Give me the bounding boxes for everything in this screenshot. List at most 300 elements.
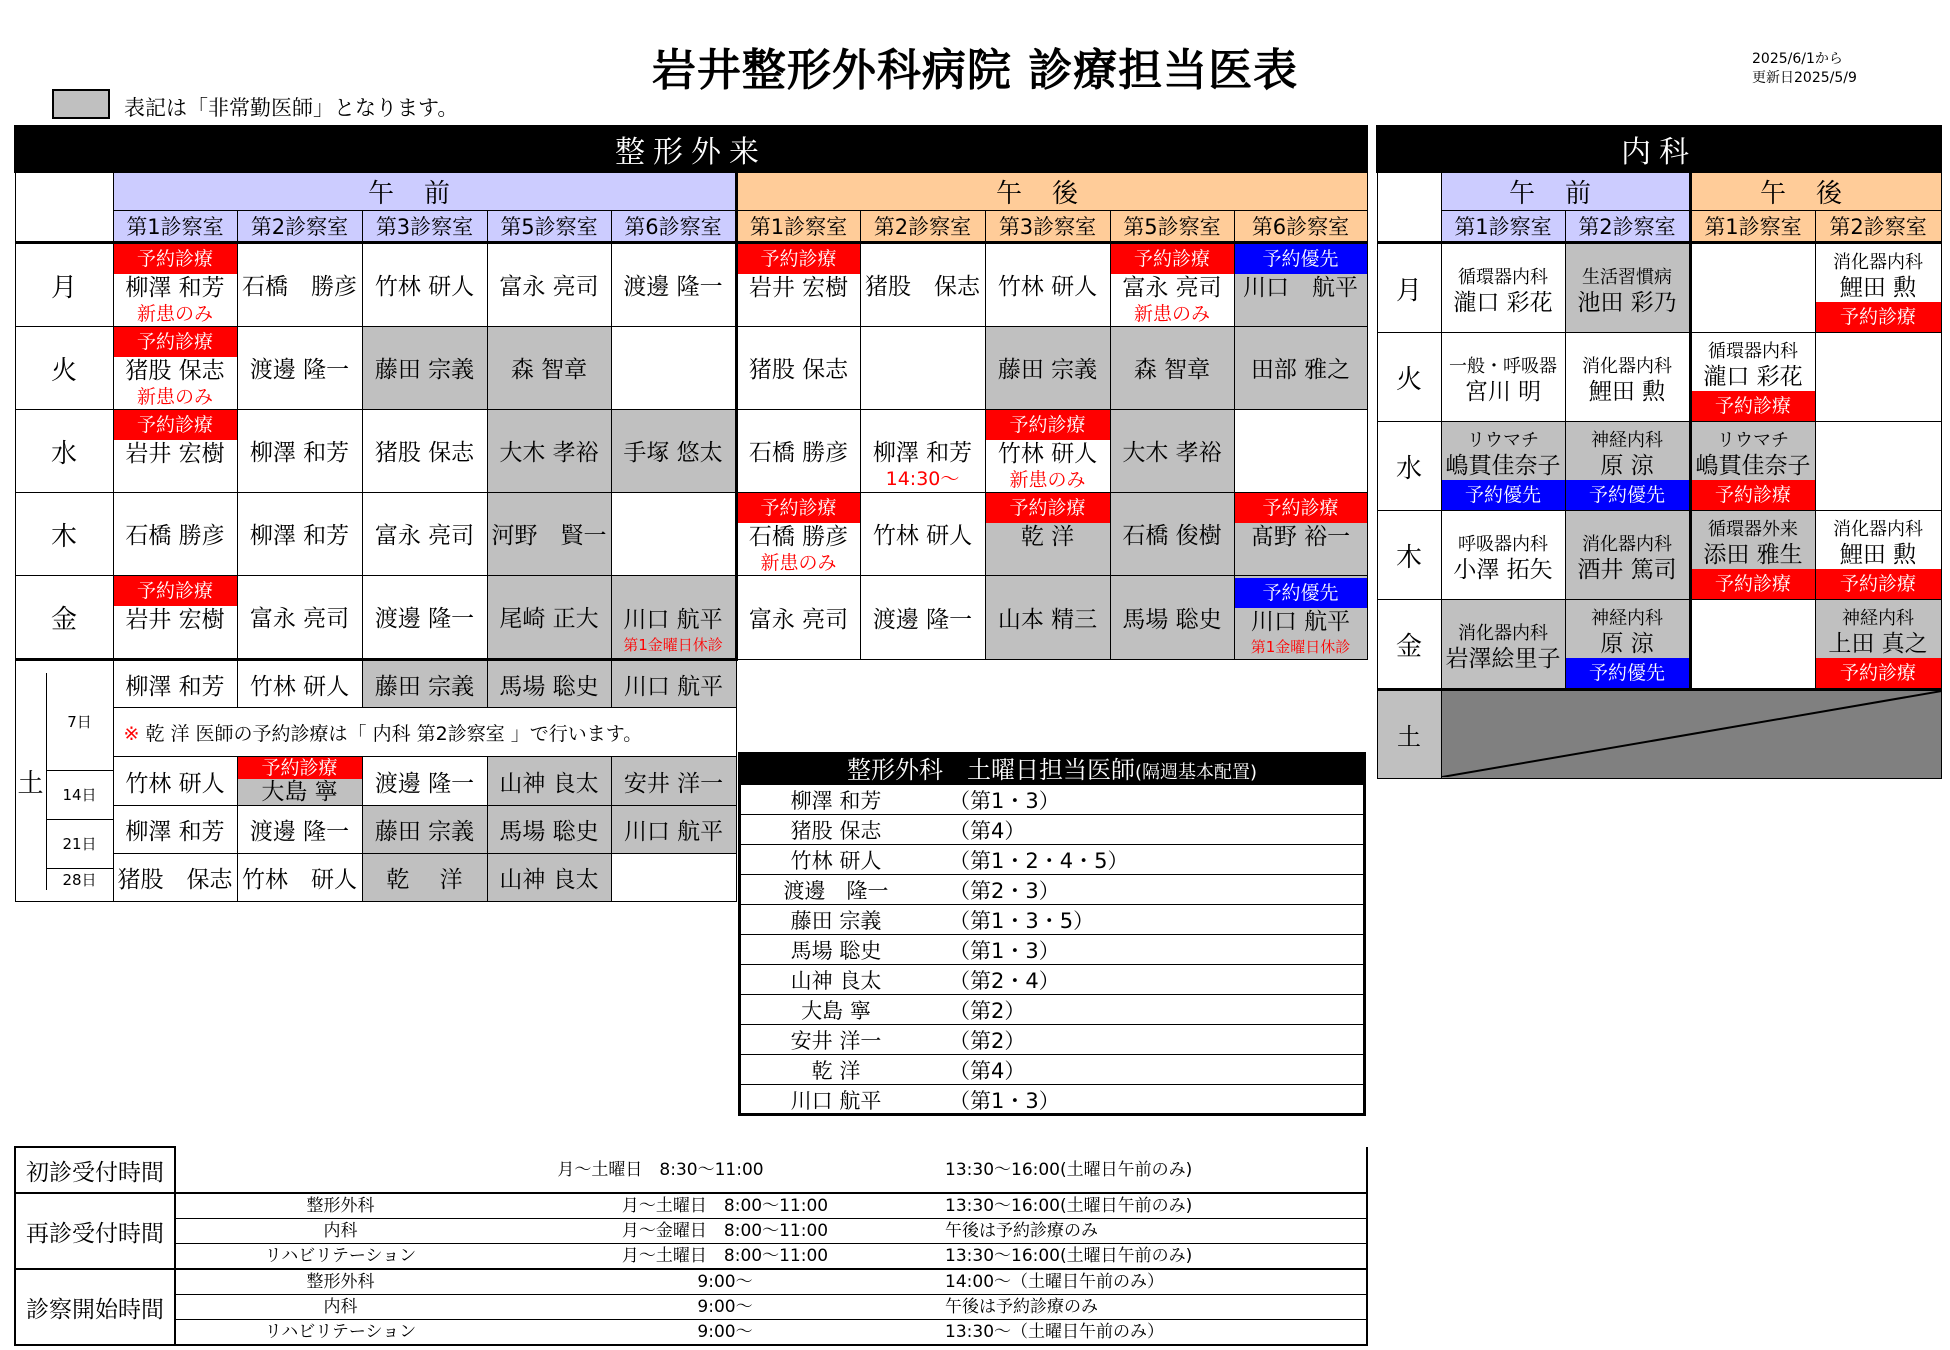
schedule-cell <box>237 806 362 854</box>
schedule-cell <box>860 327 985 410</box>
weekday-label: 火 <box>15 327 113 410</box>
doctor-name: 渡邊 隆一 <box>783 878 889 903</box>
schedule-cell <box>736 576 860 660</box>
schedule-cell <box>611 327 736 410</box>
saturday-label: 土 <box>1377 690 1441 779</box>
saturday-note: ※ 乾 洋 医師の予約診療は「 内科 第2診察室 」で行います。 <box>113 708 736 757</box>
department-label: 神経内科 <box>1591 430 1663 451</box>
appointment-tag: 予約優先 <box>1235 244 1367 274</box>
doctor-name: 石橋 勝彦 <box>748 524 849 550</box>
weekday-label: 木 <box>1377 511 1441 600</box>
department-label: 消化器内科 <box>1833 252 1924 273</box>
doctor-name: 藤田 宗義 <box>997 357 1098 383</box>
schedule-cell <box>1110 327 1234 410</box>
revisit-am: 月～土曜日 8:00～11:00 <box>505 1193 945 1219</box>
doctor-name: 馬場 聡史 <box>790 938 882 963</box>
corner-cell <box>1377 172 1441 243</box>
doctor-name: 柳澤 和芳 <box>790 788 882 813</box>
doctor-name <box>612 356 735 384</box>
schedule-cell <box>860 576 985 660</box>
department-label: 循環器内科 <box>1458 267 1548 288</box>
doctor-name: 渡邊 隆一 <box>249 819 350 845</box>
weeks: （第2） <box>949 998 1026 1023</box>
appointment-tag: 予約診療 <box>1816 569 1941 599</box>
doctor-name: 乾 洋 <box>386 867 463 893</box>
doctor-name: 安井 洋一 <box>623 770 724 797</box>
weekday-label: 月 <box>15 243 113 327</box>
appointment-tag: 予約診療 <box>114 327 237 357</box>
schedule-cell <box>113 660 237 708</box>
doctor-name: 富永 亮司 <box>499 274 599 300</box>
weeks: （第2・3） <box>949 878 1060 903</box>
schedule-cell <box>362 660 487 708</box>
corner-cell <box>15 172 113 243</box>
doctor-name: 大木 孝裕 <box>1122 440 1222 466</box>
start-am: 9:00～ <box>505 1269 945 1295</box>
doctor-name: 原 涼 <box>1600 631 1654 657</box>
ortho-pm-header: 午後 <box>736 172 1367 211</box>
appointment-tag: 予約診療 <box>986 410 1110 440</box>
cell-note: 新患のみ <box>136 386 213 408</box>
doctor-name: 石橋 俊樹 <box>1122 523 1222 549</box>
appointment-tag: 予約診療 <box>1235 493 1367 523</box>
department-label: 消化器内科 <box>1458 623 1548 644</box>
effective-date: 2025/6/1から <box>1752 51 1843 67</box>
schedule-cell <box>736 243 860 327</box>
saturday-label: 土 <box>16 673 47 890</box>
schedule-cell <box>1690 333 1815 422</box>
appointment-tag: 予約診療 <box>738 244 860 274</box>
doctor-name: 猪股 保志 <box>790 818 882 843</box>
schedule-cell <box>1110 493 1234 576</box>
start-dept: リハビリテーション <box>175 1320 505 1346</box>
appointment-tag: 予約診療 <box>1111 244 1234 274</box>
doctor-name: 渡邊 隆一 <box>374 770 475 797</box>
schedule-cell <box>985 576 1110 660</box>
appointment-tag: 予約診療 <box>114 244 237 274</box>
revisit-pm: 13:30～16:00(土曜日午前のみ) <box>945 1244 1367 1270</box>
revisit-label: 再診受付時間 <box>15 1193 175 1269</box>
schedule-cell <box>362 410 487 493</box>
schedule-cell <box>1110 410 1234 493</box>
doctor-name: 猪股 保志 <box>374 440 475 466</box>
doctor-name: 竹林 研人 <box>997 441 1098 467</box>
ortho-pm-room: 第3診察室 <box>985 211 1110 243</box>
doctor-name: 小澤 拓矢 <box>1453 557 1553 583</box>
saturday-doctor-row <box>741 1085 1363 1115</box>
doctor-name: 富永 亮司 <box>249 606 350 632</box>
weeks: （第4） <box>949 1058 1026 1083</box>
doctor-name: 岩井 宏樹 <box>125 607 225 633</box>
ortho-am-room: 第5診察室 <box>487 211 611 243</box>
doctor-name: 鯉田 勲 <box>1588 379 1666 405</box>
doctor-name: 竹林 研人 <box>125 770 225 797</box>
revisit-am: 月～金曜日 8:00～11:00 <box>505 1219 945 1244</box>
appointment-tag: 予約診療 <box>1692 480 1815 510</box>
revisit-dept: 内科 <box>175 1219 505 1244</box>
doctor-name: 鯉田 勲 <box>1839 275 1917 301</box>
department-label: リウマチ <box>1717 430 1789 451</box>
doctor-name <box>861 356 985 384</box>
schedule-cell <box>487 806 611 854</box>
doctor-name: 川口 航平 <box>1243 275 1358 301</box>
saturday-closed-cell <box>1441 690 1941 779</box>
schedule-cell <box>237 327 362 410</box>
schedule-cell <box>1441 511 1565 600</box>
schedule-cell <box>1441 243 1565 333</box>
doctor-name: 嶋貫佳奈子 <box>1695 453 1811 479</box>
appointment-tag: 予約診療 <box>114 410 237 440</box>
doctor-name: 藤田 宗義 <box>374 673 475 700</box>
schedule-cell <box>1110 243 1234 327</box>
doctor-name: 柳澤 和芳 <box>249 440 350 466</box>
schedule-cell <box>237 757 362 806</box>
weeks: （第2） <box>949 1028 1026 1053</box>
schedule-cell <box>487 660 611 708</box>
schedule-cell <box>611 243 736 327</box>
schedule-cell <box>736 327 860 410</box>
schedule-cell <box>1234 410 1367 493</box>
doctor-name: 柳澤 和芳 <box>872 440 973 466</box>
schedule-cell <box>1441 333 1565 422</box>
schedule-cell <box>113 243 237 327</box>
start-pm: 13:30～（土曜日午前のみ） <box>945 1320 1367 1346</box>
doctor-name: 大島 寧 <box>238 779 362 805</box>
appointment-tag: 予約診療 <box>738 493 860 523</box>
weeks: （第4） <box>949 818 1026 843</box>
updated-date: 更新日2025/5/9 <box>1752 70 1857 86</box>
schedule-cell <box>1565 511 1690 600</box>
department-label: 神経内科 <box>1591 608 1663 629</box>
doctor-name: 川口 航平 <box>790 1089 882 1113</box>
saturday-panel-title: 整形外科 土曜日担当医師(隔週基本配置) <box>741 755 1363 785</box>
schedule-cell <box>1815 243 1941 333</box>
schedule-cell <box>985 410 1110 493</box>
revisit-dept: リハビリテーション <box>175 1244 505 1270</box>
cell-note: 新患のみ <box>1009 469 1086 491</box>
closed-note: 第1金曜日休診 <box>1250 637 1351 656</box>
schedule-cell <box>611 410 736 493</box>
doctor-name: 渡邊 隆一 <box>249 357 350 383</box>
schedule-cell <box>1234 576 1367 660</box>
appointment-tag: 予約診療 <box>1816 658 1941 688</box>
saturday-doctor-row <box>741 875 1363 905</box>
saturday-doctor-row <box>741 1055 1363 1085</box>
saturday-doctor-row <box>741 935 1363 965</box>
schedule-cell <box>113 854 237 902</box>
naika-room: 第1診察室 <box>1690 211 1815 243</box>
doctor-name: 富永 亮司 <box>374 523 475 549</box>
schedule-cell <box>113 576 237 660</box>
doctor-name: 酒井 篤司 <box>1577 557 1677 583</box>
cell-note: 新患のみ <box>1133 303 1210 325</box>
first-visit-label: 初診受付時間 <box>15 1147 175 1193</box>
doctor-name: 猪股 保志 <box>117 867 233 893</box>
schedule-cell <box>1690 243 1815 333</box>
doctor-name: 富永 亮司 <box>748 606 849 633</box>
schedule-cell <box>1234 327 1367 410</box>
schedule-cell <box>1565 422 1690 511</box>
cell-note: 14:30～ <box>885 468 960 490</box>
schedule-cell <box>487 757 611 806</box>
naika-pm-header: 午後 <box>1690 172 1941 211</box>
doctor-name: 上田 真之 <box>1828 631 1928 657</box>
saturday-doctor-row <box>741 965 1363 995</box>
cell-note: 新患のみ <box>136 303 213 325</box>
schedule-cell <box>985 327 1110 410</box>
ortho-am-room: 第2診察室 <box>237 211 362 243</box>
schedule-cell <box>736 493 860 576</box>
cell-note: 新患のみ <box>760 552 837 574</box>
schedule-cell <box>611 660 736 708</box>
ortho-pm-room: 第1診察室 <box>736 211 860 243</box>
doctor-name: 岩井 宏樹 <box>125 441 225 467</box>
doctor-name: 大木 孝裕 <box>499 440 599 466</box>
revisit-pm: 午後は予約診療のみ <box>945 1219 1367 1244</box>
legend-swatch <box>52 89 110 119</box>
naika-schedule-table <box>1376 125 1942 779</box>
schedule-cell <box>487 243 611 327</box>
doctor-name: 柳澤 和芳 <box>125 819 225 845</box>
doctor-name: 川口 航平 <box>1250 608 1351 635</box>
doctor-name: 森 智章 <box>1133 357 1211 383</box>
ortho-am-room: 第1診察室 <box>113 211 237 243</box>
schedule-cell <box>362 576 487 660</box>
schedule-cell <box>1690 422 1815 511</box>
schedule-cell <box>237 493 362 576</box>
department-label: 一般・呼吸器 <box>1449 356 1557 377</box>
schedule-cell <box>1815 600 1941 690</box>
schedule-cell <box>1110 576 1234 660</box>
schedule-cell <box>113 493 237 576</box>
weekday-label: 金 <box>15 576 113 660</box>
doctor-name: 竹林 研人 <box>997 274 1098 300</box>
doctor-name: 森 智章 <box>510 357 588 383</box>
naika-room: 第1診察室 <box>1441 211 1565 243</box>
schedule-cell <box>113 410 237 493</box>
doctor-name: 池田 彩乃 <box>1577 290 1677 316</box>
doctor-name: 藤田 宗義 <box>790 908 882 933</box>
schedule-cell <box>985 493 1110 576</box>
schedule-cell <box>1234 243 1367 327</box>
doctor-name: 竹林 研人 <box>374 274 475 300</box>
doctor-name: 山神 良太 <box>499 867 599 893</box>
sat-date: 21日 <box>47 820 113 869</box>
schedule-cell <box>1690 600 1815 690</box>
appointment-tag: 予約診療 <box>1692 391 1815 421</box>
schedule-cell <box>611 854 736 902</box>
schedule-cell <box>237 660 362 708</box>
ortho-header: 整形外来 <box>15 126 1367 172</box>
doctor-name: 鯉田 勲 <box>1839 542 1917 568</box>
appointment-tag: 予約優先 <box>1235 578 1367 608</box>
schedule-cell <box>487 576 611 660</box>
diagonal-line <box>1442 691 1942 777</box>
schedule-cell <box>487 854 611 902</box>
department-label: 循環器内科 <box>1708 341 1798 362</box>
weekday-label: 水 <box>15 410 113 493</box>
weekday-label: 水 <box>1377 422 1441 511</box>
doctor-name: 山本 精三 <box>997 606 1098 633</box>
saturday-label-cell <box>15 660 113 902</box>
doctor-name: 乾 洋 <box>811 1058 861 1083</box>
doctor-name: 川口 航平 <box>623 673 724 700</box>
doctor-name: 尾崎 正大 <box>499 606 599 632</box>
sat-date: 14日 <box>47 771 113 820</box>
doctor-name: 乾 洋 <box>1020 524 1075 550</box>
department-label: 循環器外来 <box>1708 519 1798 540</box>
doctor-name: 竹林 研人 <box>242 867 357 893</box>
appointment-tag: 予約優先 <box>1566 480 1689 510</box>
schedule-cell <box>1565 243 1690 333</box>
revisit-am: 月～土曜日 8:00～11:00 <box>505 1244 945 1270</box>
saturday-doctors-panel <box>738 752 1366 1116</box>
schedule-cell <box>113 806 237 854</box>
doctor-name: 河野 賢一 <box>491 523 607 549</box>
department-label: 生活習慣病 <box>1582 267 1672 288</box>
doctor-name: 猪股 保志 <box>748 357 849 383</box>
doctor-name <box>612 522 735 550</box>
schedule-cell <box>362 243 487 327</box>
schedule-cell <box>362 806 487 854</box>
schedule-cell <box>1565 600 1690 690</box>
schedule-cell <box>611 806 736 854</box>
start-pm: 午後は予約診療のみ <box>945 1295 1367 1320</box>
first-visit-am: 月～土曜日 8:30～11:00 <box>175 1147 945 1193</box>
doctor-name: 岩井 宏樹 <box>748 275 849 301</box>
page-title: 岩井整形外科病院 診療担当医表 <box>651 45 1299 96</box>
appointment-tag: 予約診療 <box>986 493 1110 523</box>
start-label: 診察開始時間 <box>15 1269 175 1345</box>
doctor-name: 竹林 研人 <box>249 673 350 700</box>
doctor-name: 大島 寧 <box>801 998 871 1023</box>
closed-note: 第1金曜日休診 <box>623 636 723 654</box>
schedule-cell <box>611 493 736 576</box>
doctor-name: 渡邊 隆一 <box>872 606 973 633</box>
doctor-name: 田部 雅之 <box>1250 357 1351 383</box>
doctor-name: 竹林 研人 <box>790 848 882 873</box>
doctor-name: 藤田 宗義 <box>374 357 475 383</box>
legend-text: 表記は「非常勤医師」となります。 <box>124 96 459 120</box>
schedule-cell <box>1690 511 1815 600</box>
weeks: （第1・3） <box>949 1089 1060 1113</box>
doctor-name: 猪股 保志 <box>865 274 980 300</box>
saturday-doctor-row <box>741 815 1363 845</box>
sat-date: 28日 <box>62 870 97 889</box>
naika-header: 内科 <box>1377 126 1941 172</box>
doctor-name: 瀧口 彩花 <box>1453 290 1553 316</box>
schedule-cell <box>860 243 985 327</box>
weeks: （第1・2・4・5） <box>949 848 1129 873</box>
schedule-cell <box>1565 333 1690 422</box>
department-label: 消化器内科 <box>1582 534 1672 555</box>
weeks: （第1・3） <box>949 788 1060 813</box>
schedule-cell <box>237 576 362 660</box>
doctor-name: 川口 航平 <box>623 819 724 845</box>
naika-room: 第2診察室 <box>1815 211 1941 243</box>
schedule-cell <box>860 493 985 576</box>
schedule-cell <box>113 757 237 806</box>
doctor-name: 柳澤 和芳 <box>125 673 225 700</box>
schedule-cell <box>487 410 611 493</box>
doctor-name: 馬場 聡史 <box>499 819 599 845</box>
appointment-tag: 予約優先 <box>1566 658 1689 688</box>
date-info <box>1752 50 1857 88</box>
saturday-doctor-row <box>741 995 1363 1025</box>
ortho-pm-room: 第2診察室 <box>860 211 985 243</box>
appointment-tag: 予約診療 <box>114 576 237 606</box>
doctor-name: 手塚 悠太 <box>623 440 723 466</box>
saturday-doctor-row <box>741 1025 1363 1055</box>
department-label: 神経内科 <box>1842 608 1915 629</box>
schedule-cell <box>362 854 487 902</box>
doctor-name: 嶋貫佳奈子 <box>1445 453 1561 479</box>
weekday-label: 月 <box>1377 243 1441 333</box>
naika-room: 第2診察室 <box>1565 211 1690 243</box>
ortho-pm-room: 第5診察室 <box>1110 211 1234 243</box>
doctor-name: 石橋 勝彦 <box>125 523 225 549</box>
schedule-cell <box>237 410 362 493</box>
ortho-am-room: 第3診察室 <box>362 211 487 243</box>
schedule-cell <box>736 410 860 493</box>
doctor-name: 瀧口 彩花 <box>1703 364 1803 390</box>
doctor-name: 馬場 聡史 <box>1122 606 1222 633</box>
start-am: 9:00～ <box>505 1295 945 1320</box>
schedule-cell <box>1441 422 1565 511</box>
doctor-name: 岩澤絵里子 <box>1445 646 1561 672</box>
doctor-name: 藤田 宗義 <box>374 819 475 845</box>
saturday-doctor-row <box>741 845 1363 875</box>
schedule-cell <box>487 493 611 576</box>
sat-date: 7日 <box>47 673 113 771</box>
appointment-tag: 予約診療 <box>1816 302 1941 332</box>
schedule-cell <box>611 576 736 660</box>
weekday-label: 金 <box>1377 600 1441 690</box>
doctor-name: 石橋 勝彦 <box>242 274 357 300</box>
doctor-name: 山神 良太 <box>790 968 882 993</box>
weeks: （第1・3） <box>949 938 1060 963</box>
revisit-dept: 整形外科 <box>175 1193 505 1219</box>
doctor-name: 馬場 聡史 <box>499 673 599 700</box>
appointment-tag: 予約優先 <box>1442 480 1565 510</box>
schedule-cell <box>860 410 985 493</box>
schedule-cell <box>1815 422 1941 511</box>
doctor-name: 竹林 研人 <box>872 523 973 549</box>
department-label: 呼吸器内科 <box>1458 534 1548 555</box>
doctor-name: 山神 良太 <box>499 770 599 797</box>
doctor-name: 渡邊 隆一 <box>623 274 723 300</box>
doctor-name: 柳澤 和芳 <box>125 275 225 301</box>
schedule-cell <box>237 243 362 327</box>
doctor-name: 柳澤 和芳 <box>249 523 350 549</box>
schedule-cell <box>487 327 611 410</box>
doctor-name: 石橋 勝彦 <box>748 440 849 466</box>
department-label: 消化器内科 <box>1582 356 1672 377</box>
schedule-cell <box>237 854 362 902</box>
reception-times-table <box>14 1146 1368 1346</box>
saturday-doctor-row <box>741 905 1363 935</box>
doctor-name: 猪股 保志 <box>125 358 225 384</box>
start-pm: 14:00～（土曜日午前のみ） <box>945 1269 1367 1295</box>
ortho-am-room: 第6診察室 <box>611 211 736 243</box>
department-label: リウマチ <box>1467 430 1539 451</box>
first-visit-pm: 13:30～16:00(土曜日午前のみ) <box>945 1147 1367 1193</box>
start-dept: 内科 <box>175 1295 505 1320</box>
schedule-cell <box>362 493 487 576</box>
weekday-label: 木 <box>15 493 113 576</box>
ortho-pm-room: 第6診察室 <box>1234 211 1367 243</box>
doctor-name <box>1235 439 1367 467</box>
